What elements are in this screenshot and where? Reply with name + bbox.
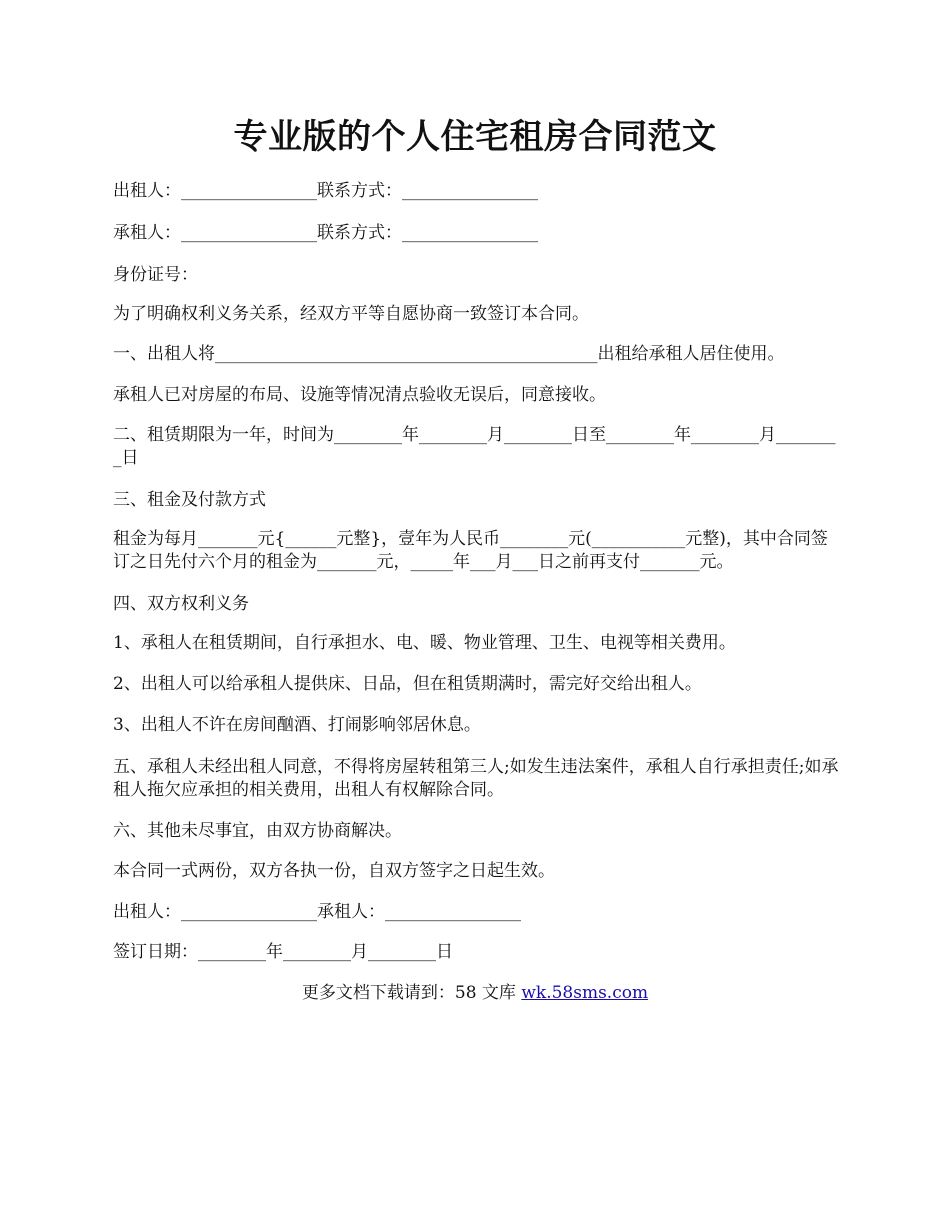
paragraph-effectiveness: 本合同一式两份，双方各执一份，自双方签字之日起生效。 (113, 861, 555, 881)
paragraph-clause-6: 六、其他未尽事宜，由双方协商解决。 (113, 821, 402, 841)
paragraph-lessee-contact: 承租人：________________联系方式：________________ (113, 223, 538, 243)
paragraph-rent-terms: 租金为每月_______元{______元整}，壹年为人民币________元(___________元整)，其中合同签订之日先付六个月的租金为_______元，_____年___月___日之前再支付_______元。 (113, 529, 828, 572)
paragraph-clause-4-heading: 四、双方权利义务 (113, 594, 249, 614)
footer-link[interactable]: wk.58sms.com (521, 983, 649, 1003)
footer-text: 更多文档下载请到：58 文库 (301, 983, 522, 1003)
paragraph-clause-1: 一、出租人将_____________________________________________出租给承租人居住使用。 (113, 344, 785, 364)
paragraph-clause-2: 二、租赁期限为一年，时间为________年________月________日至________年________月________日 (113, 425, 836, 468)
paragraph-id-number: 身份证号： (113, 265, 198, 285)
paragraph-acceptance: 承租人已对房屋的布局、设施等情况清点验收无误后，同意接收。 (113, 385, 606, 405)
paragraph-duty-1: 1、承租人在租赁期间，自行承担水、电、暖、物业管理、卫生、电视等相关费用。 (113, 633, 736, 653)
paragraph-clause-5: 五、承租人未经出租人同意，不得将房屋转租第三人;如发生违法案件，承租人自行承担责任;如承租人拖欠应承担的相关费用，出租人有权解除合同。 (113, 757, 839, 800)
paragraph-duty-2: 2、出租人可以给承租人提供床、日品，但在租赁期满时，需完好交给出租人。 (113, 674, 702, 694)
footer (0, 982, 950, 1005)
paragraph-signatures: 出租人：________________承租人：________________ (113, 902, 521, 922)
paragraph-sign-date: 签订日期：________年________月________日 (113, 942, 453, 962)
paragraph-duty-3: 3、出租人不许在房间酗酒、打闹影响邻居休息。 (113, 715, 481, 735)
page-title: 专业版的个人住宅租房合同范文 (233, 117, 717, 157)
paragraph-lessor-contact: 出租人：________________联系方式：________________ (113, 181, 538, 201)
paragraph-intro: 为了明确权利义务关系，经双方平等自愿协商一致签订本合同。 (113, 304, 589, 324)
paragraph-clause-3-heading: 三、租金及付款方式 (113, 490, 266, 510)
